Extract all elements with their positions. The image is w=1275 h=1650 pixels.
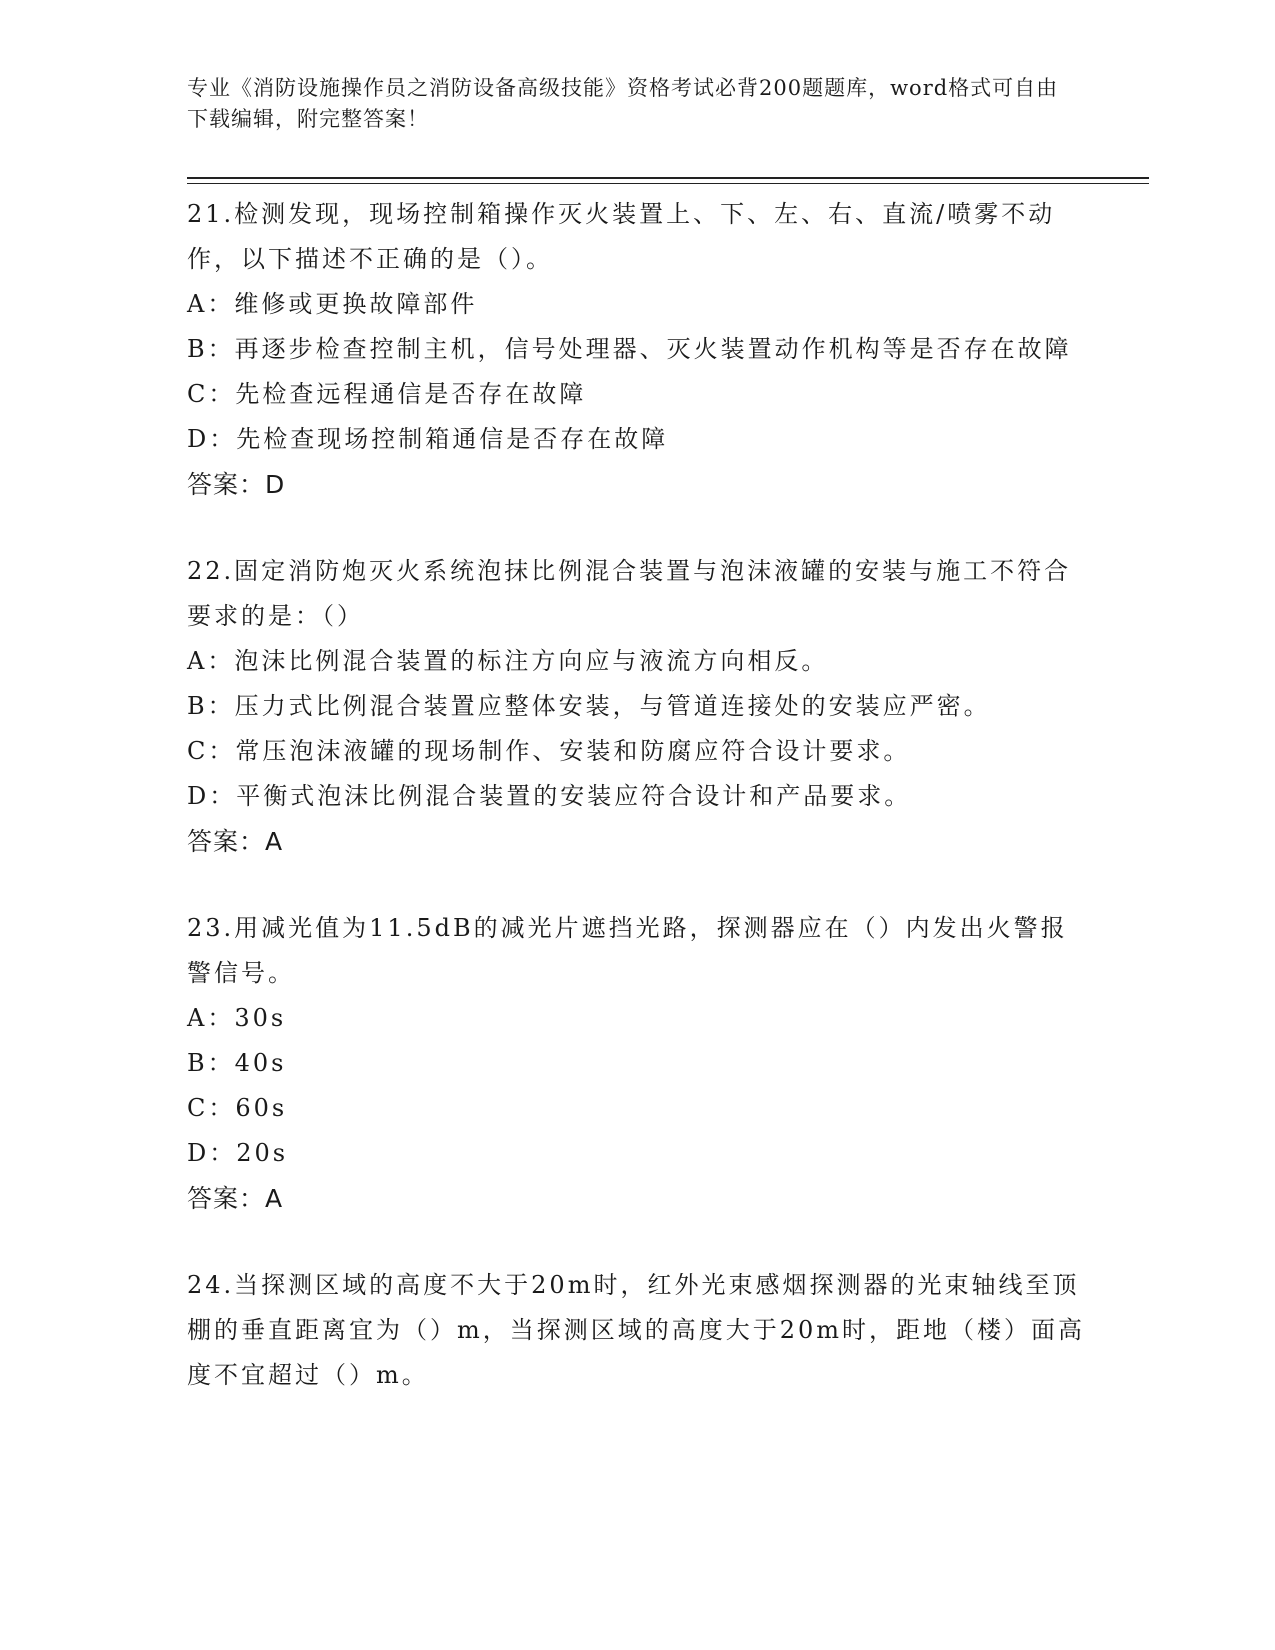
answer-line: 答案：D <box>187 470 286 499</box>
question-stem: 22.固定消防炮灭火系统泡抹比例混合装置与泡沫液罐的安装与施工不符合要求的是：（） <box>187 557 1072 630</box>
question-23 <box>187 906 1087 1221</box>
question-stem: 21.检测发现，现场控制箱操作灭火装置上、下、左、右、直流/喷雾不动作，以下描述不正确的是（）。 <box>187 200 1056 273</box>
option-d: D：20s <box>187 1139 289 1167</box>
header-divider-thick <box>187 177 1149 179</box>
question-22 <box>187 549 1087 864</box>
document-header: 专业《消防设施操作员之消防设备高级技能》资格考试必背200题题库，word格式可自由下载编辑，附完整答案！ <box>187 76 1059 131</box>
question-stem: 24.当探测区域的高度不大于20m时，红外光束感烟探测器的光束轴线至顶棚的垂直距离宜为（）m，当探测区域的高度大于20m时，距地（楼）面高度不宜超过（）m。 <box>187 1271 1086 1389</box>
option-b: B：40s <box>187 1049 287 1077</box>
question-stem: 23.用减光值为11.5dB的减光片遮挡光路，探测器应在（）内发出火警报警信号。 <box>187 914 1068 987</box>
option-c: C：先检查远程通信是否存在故障 <box>187 380 587 408</box>
question-21 <box>187 192 1087 507</box>
option-d: D：平衡式泡沫比例混合装置的安装应符合设计和产品要求。 <box>187 782 912 810</box>
option-d: D：先检查现场控制箱通信是否存在故障 <box>187 425 669 453</box>
option-b: B：压力式比例混合装置应整体安装，与管道连接处的安装应严密。 <box>187 692 991 720</box>
answer-line: 答案：A <box>187 827 284 856</box>
option-c: C：60s <box>187 1094 288 1122</box>
question-24 <box>187 1263 1087 1398</box>
header-divider-thin <box>187 183 1149 184</box>
option-a: A：30s <box>187 1004 287 1032</box>
option-a: A：泡沫比例混合装置的标注方向应与液流方向相反。 <box>187 647 829 675</box>
answer-line: 答案：A <box>187 1184 284 1213</box>
option-c: C：常压泡沫液罐的现场制作、安装和防腐应符合设计要求。 <box>187 737 911 765</box>
option-b: B：再逐步检查控制主机，信号处理器、灭火装置动作机构等是否存在故障 <box>187 335 1072 363</box>
question-list <box>187 192 1087 1440</box>
option-a: A：维修或更换故障部件 <box>187 290 478 318</box>
